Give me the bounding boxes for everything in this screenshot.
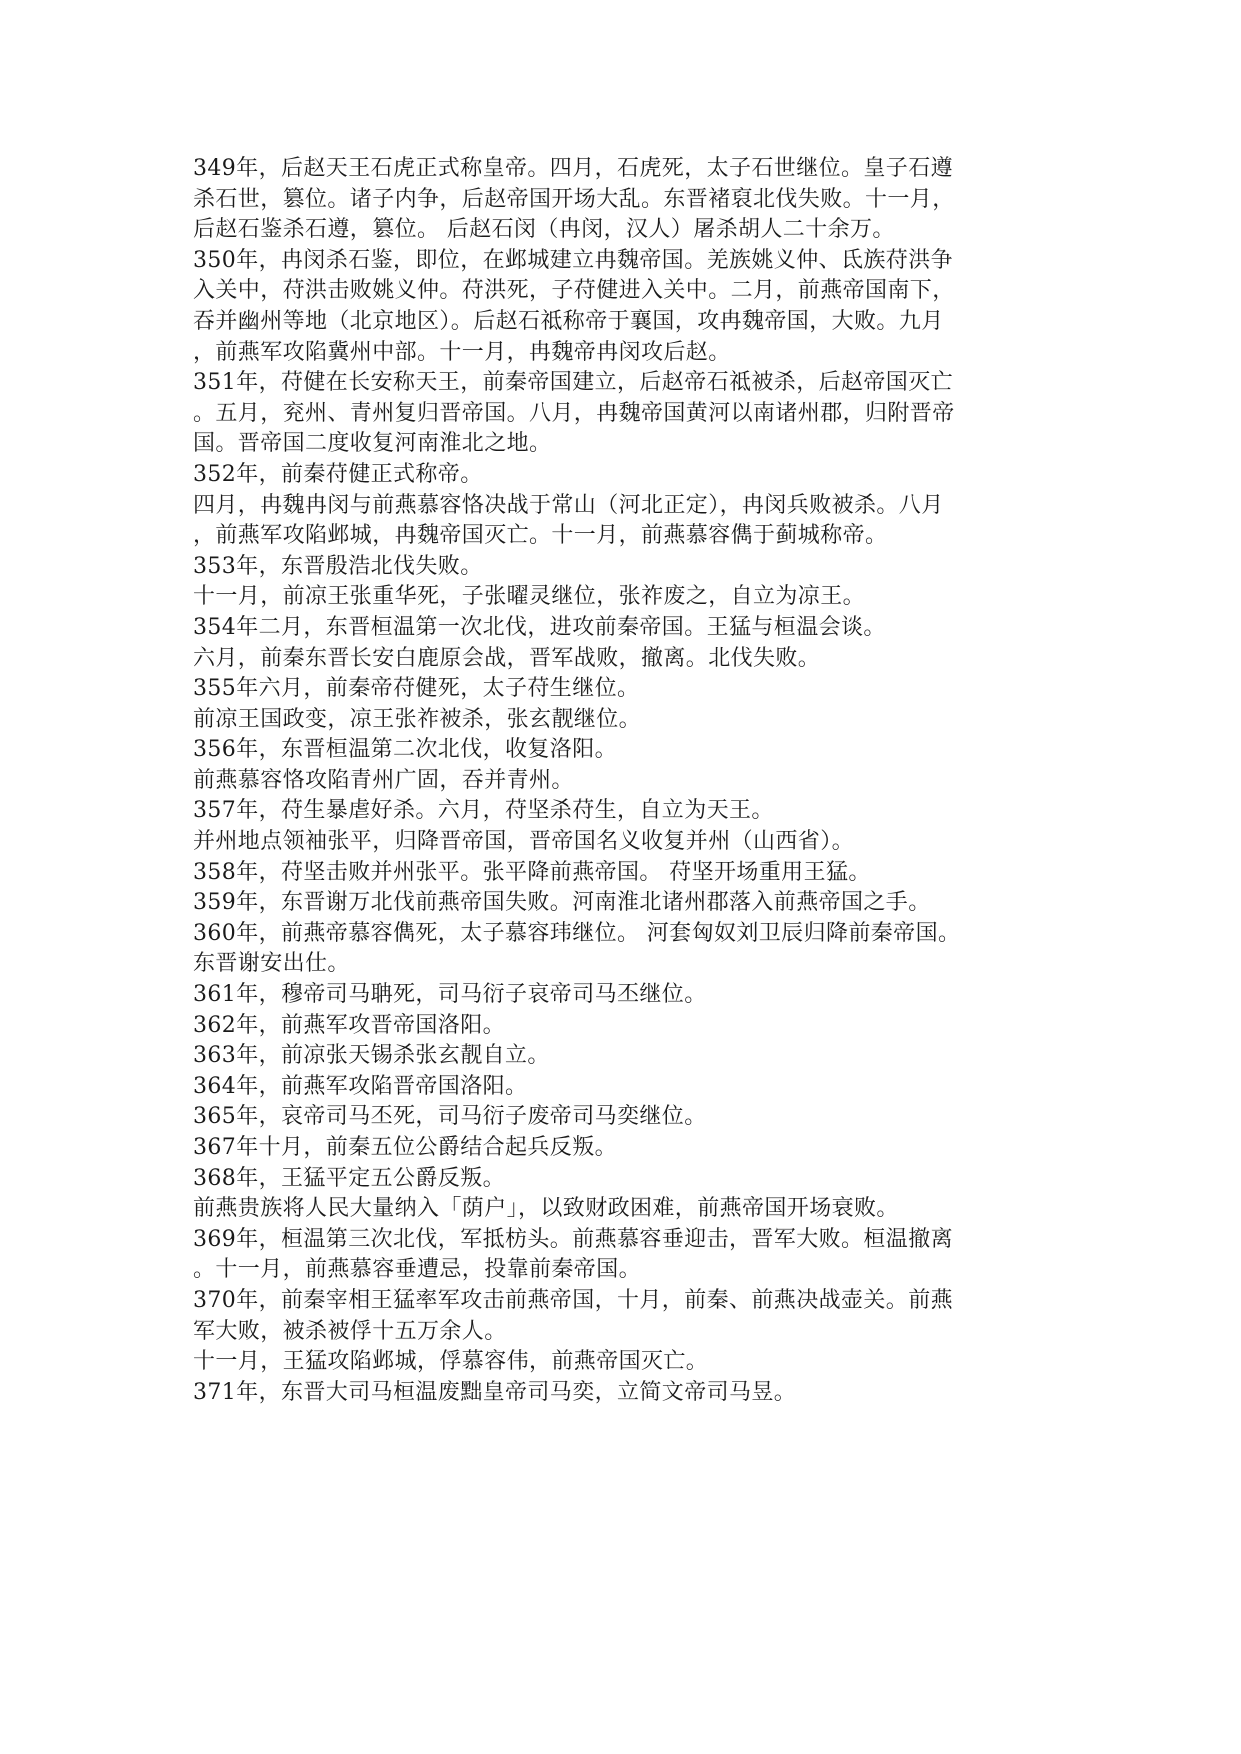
text-line: 360年，前燕帝慕容儁死，太子慕容玮继位。 河套匈奴刘卫辰归降前秦帝国。 bbox=[193, 920, 961, 946]
text-line: 十一月，王猛攻陷邺城，俘慕容伟，前燕帝国灭亡。 bbox=[193, 1349, 709, 1375]
text-line: 356年，东晋桓温第二次北伐，收复洛阳。 bbox=[193, 737, 617, 763]
text-line: 368年，王猛平定五公爵反叛。 bbox=[193, 1165, 505, 1191]
text-line: 349年，后赵天王石虎正式称皇帝。四月，石虎死，太子石世继位。皇子石遵 bbox=[193, 156, 953, 181]
text-line: 杀石世，篡位。诸子内争，后赵帝国开场大乱。东晋褚裒北伐失败。十一月， bbox=[193, 186, 955, 212]
text-line: 350年，冉闵杀石鉴，即位，在邺城建立冉魏帝国。羌族姚义仲、氐族苻洪争 bbox=[193, 247, 953, 273]
text-line: ，前燕军攻陷邺城，冉魏帝国灭亡。十一月，前燕慕容儁于蓟城称帝。 bbox=[193, 523, 888, 549]
text-line: ，前燕军攻陷冀州中部。十一月，冉魏帝冉闵攻后赵。 bbox=[193, 339, 731, 365]
text-line: 352年，前秦苻健正式称帝。 bbox=[193, 461, 483, 487]
text-line: 358年，苻坚击败并州张平。张平降前燕帝国。 苻坚开场重用王猛。 bbox=[193, 859, 871, 885]
text-line: 365年，哀帝司马丕死，司马衍子废帝司马奕继位。 bbox=[193, 1104, 707, 1130]
text-line: 前燕贵族将人民大量纳入「荫户」，以致财政困难，前燕帝国开场衰败。 bbox=[193, 1196, 899, 1222]
text-line: 前燕慕容恪攻陷青州广固，吞并青州。 bbox=[193, 767, 574, 793]
text-line: 369年，桓温第三次北伐，军抵枋头。前燕慕容垂迎击，晋军大败。桓温撤离 bbox=[193, 1226, 953, 1252]
text-line: 吞并幽州等地（北京地区）。后赵石祗称帝于襄国，攻冉魏帝国，大败。九月 bbox=[193, 308, 944, 334]
text-line: 。十一月，前燕慕容垂遭忌，投靠前秦帝国。 bbox=[193, 1257, 642, 1283]
text-line: 351年，苻健在长安称天王，前秦帝国建立，后赵帝石祗被杀，后赵帝国灭亡 bbox=[193, 370, 953, 396]
text-line: 四月，冉魏冉闵与前燕慕容恪决战于常山（河北正定），冉闵兵败被杀。八月 bbox=[193, 492, 944, 518]
text-line: 军大败，被杀被俘十五万余人。 bbox=[193, 1318, 507, 1344]
text-line: 入关中，苻洪击败姚义仲。苻洪死，子苻健进入关中。二月，前燕帝国南下， bbox=[193, 278, 955, 304]
text-line: 353年，东晋殷浩北伐失败。 bbox=[193, 553, 483, 579]
text-line: 并州地点领袖张平，归降晋帝国，晋帝国名义收复并州（山西省）。 bbox=[193, 829, 855, 855]
text-line: 前凉王国政变，凉王张祚被杀，张玄靓继位。 bbox=[193, 706, 642, 732]
text-line: 东晋谢安出仕。 bbox=[193, 951, 350, 977]
text-line: 354年二月，东晋桓温第一次北伐，进攻前秦帝国。王猛与桓温会谈。 bbox=[193, 614, 886, 640]
text-line: 367年十月，前秦五位公爵结合起兵反叛。 bbox=[193, 1135, 617, 1160]
text-line: 371年，东晋大司马桓温废黜皇帝司马奕，立简文帝司马昱。 bbox=[193, 1379, 797, 1405]
text-line: 370年，前秦宰相王猛率军攻击前燕帝国，十月，前秦、前燕决战壶关。前燕 bbox=[193, 1287, 953, 1313]
text-line: 364年，前燕军攻陷晋帝国洛阳。 bbox=[193, 1073, 528, 1099]
document-body bbox=[193, 154, 1053, 1408]
text-line: 357年，苻生暴虐好杀。六月，苻坚杀苻生，自立为天王。 bbox=[193, 798, 774, 824]
text-line: 六月，前秦东晋长安白鹿原会战，晋军战败，撤离。北伐失败。 bbox=[193, 645, 821, 671]
text-line: 后赵石鉴杀石遵，篡位。 后赵石闵（冉闵，汉人）屠杀胡人二十余万。 bbox=[193, 217, 895, 243]
text-line: 359年，东晋谢万北伐前燕帝国失败。河南淮北诸州郡落入前燕帝国之手。 bbox=[193, 890, 931, 916]
text-line: 。五月，兖州、青州复归晋帝国。八月，冉魏帝国黄河以南诸州郡，归附晋帝 bbox=[193, 400, 955, 426]
text-line: 362年，前燕军攻晋帝国洛阳。 bbox=[193, 1012, 505, 1038]
text-line: 355年六月，前秦帝苻健死，太子苻生继位。 bbox=[193, 676, 640, 702]
text-line: 363年，前凉张天锡杀张玄靓自立。 bbox=[193, 1043, 550, 1069]
text-line: 361年，穆帝司马聃死，司马衍子哀帝司马丕继位。 bbox=[193, 982, 707, 1008]
text-line: 十一月，前凉王张重华死，子张曜灵继位，张祚废之，自立为凉王。 bbox=[193, 584, 866, 610]
text-line: 国。晋帝国二度收复河南淮北之地。 bbox=[193, 431, 552, 457]
